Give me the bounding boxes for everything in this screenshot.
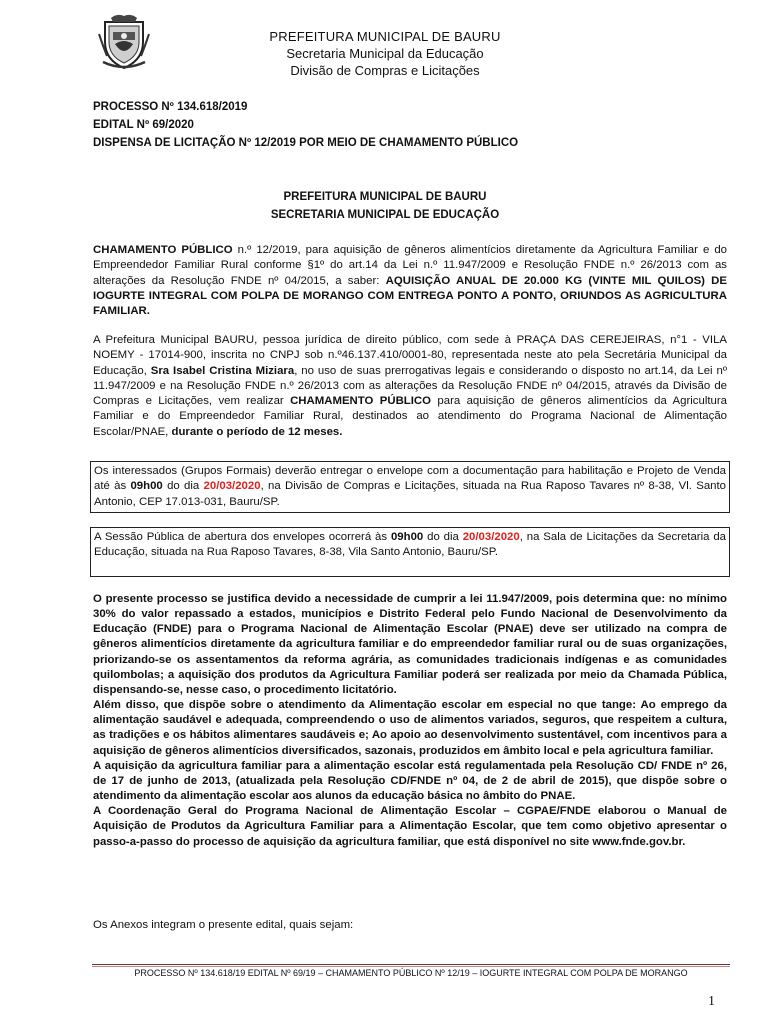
delivery-notice-box	[90, 461, 730, 513]
box2-text-e: , na Sala de Licitações da Secretaria da Educação, situada na Rua Raposo Tavares, 8-38, Vila Santo Antonio, Bauru/SP.	[94, 531, 726, 559]
header-municipality: PREFEITURA MUNICIPAL DE BAURU	[269, 29, 501, 44]
box1-text-c: do dia	[162, 480, 204, 493]
justification-paragraph-3: A aquisição da agricultura familiar para a alimentação escolar está regulamentada pela Resolução CD/ FNDE nº 26, de 17 de junho de 2013, (atualizada pela Resolução CD/FNDE nº 04, de 2 de abril de 2015), que dispõe sobre o atendimento da alimentação escolar aos alunos da educação básica no âmbito do PNAE.	[93, 759, 727, 803]
box1-date: 20/03/2020	[203, 480, 261, 493]
dispensa-number: DISPENSA DE LICITAÇÃO Nº 12/2019 POR MEIO DE CHAMAMENTO PÚBLICO	[93, 137, 519, 149]
p1-bold-object: AQUISIÇÃO ANUAL DE 20.000 KG (VINTE MIL QUILOS) DE IOGURTE INTEGRAL COM POLPA DE MORANGO COM ENTREGA PONTO A PONTO, ORIUNDOS AS AGRICULTURA FAMILIAR.	[93, 274, 728, 318]
box1-text-e: , na Divisão de Compras e Licitações, situada na Rua Raposo Tavares nº 8-38, Vl. Santo Antonio, CEP 17.013-031, Bauru/SP.	[94, 480, 726, 508]
document-header	[0, 28, 770, 79]
box2-time: 09h00	[390, 531, 424, 543]
p2-chamamento: CHAMAMENTO PÚBLICO	[290, 395, 432, 408]
header-division: Divisão de Compras e Licitações	[290, 63, 480, 78]
edital-number: EDITAL Nº 69/2020	[93, 119, 194, 131]
process-identifiers	[93, 98, 518, 152]
p2-text-a: A Prefeitura Municipal BAURU, pessoa jurídica de direito público, com sede à PRAÇA DAS CEREJEIRAS, n°1 - VILA NOEMY - 17014-900, inscrita no CNPJ sob n.º46.137.410/0001-80, representada neste ato pela Secretária Municipal da Educação,	[93, 334, 727, 377]
justification-paragraph-2: Além disso, que dispõe sobre o atendimento da Alimentação escolar em especial no que tange: Ao emprego da alimentação saudável e adequada, compreendendo o uso de alimentos variados, seguros, que respeitem a cultura, as tradições e os hábitos alimentares saudáveis e; Ao apoio ao desenvolvimento sustentável, com incentivos para a aquisição de gêneros alimentícios diversificados, sazonais, produzidos em âmbito local e pela agricultura familiar.	[93, 699, 727, 757]
p1-bold-lead: CHAMAMENTO PÚBLICO	[93, 244, 233, 256]
prefeitura-paragraph	[93, 333, 727, 440]
p2-secretary-name: Sra Isabel Cristina Miziara	[150, 364, 295, 377]
section-heading	[0, 188, 770, 224]
p1-text: n.º 12/2019, para aquisição de gêneros alimentícios diretamente da Agricultura Familiar e do Empreendedor Familiar Rural conforme §1º do art.14 da Lei n.º 11.947/2009 e Resolução FNDE n.º 26/2013 com as alterações da Resolução FNDE nº 04/2015, a saber:	[93, 244, 727, 287]
box2-date: 20/03/2020	[462, 531, 520, 543]
justification-paragraph-4: A Coordenação Geral do Programa Nacional de Alimentação Escolar – CGPAE/FNDE elaborou o Manual de Aquisição de Produtos da Agricultura Familiar para a Alimentação Escolar, que tem como objetivo apresentar o passo-a-passo do processo de aquisição da agricultura familiar, que está disponível no site www.fnde.gov.br.	[93, 805, 727, 848]
header-secretariat: Secretaria Municipal da Educação	[286, 46, 484, 61]
footer-divider	[92, 964, 730, 965]
box1-time: 09h00	[130, 480, 163, 493]
p2-text-c: , no uso de suas prerrogativas legais e considerando o disposto no art.14, da Lei nº 11.947/2009 e na Resolução FNDE n.º 26/2013 com as alterações da Resolução FNDE nº 04/2015, através da Divisão de Compras e Licitações, vem realizar	[93, 364, 727, 408]
box1-text-a: Os interessados (Grupos Formais) deverão entregar o envelope com a documentação para habilitação e Projeto de Venda até às	[94, 465, 726, 493]
p2-text-e: para aquisição de gêneros alimentícios da Agricultura Familiar e do Empreendedor Familiar Rural, destinados ao atendimento do Programa Nacional de Alimentação Escolar/PNAE,	[93, 395, 727, 438]
page-footer: PROCESSO Nº 134.618/19 EDITAL Nº 69/19 – CHAMAMENTO PÚBLICO Nº 12/19 – IOGURTE INTEGRAL COM POLPA DE MORANGO	[134, 968, 688, 978]
session-notice-box	[90, 527, 730, 577]
subhead-municipality: PREFEITURA MUNICIPAL DE BAURU	[283, 191, 487, 203]
justification-section	[93, 592, 727, 850]
p2-period: durante o período de 12 meses.	[171, 425, 343, 438]
box2-text-c: do dia	[423, 531, 463, 543]
process-number: PROCESSO Nº 134.618/2019	[93, 101, 248, 113]
annexes-intro: Os Anexos integram o presente edital, quais sejam:	[93, 919, 354, 931]
page-number: 1	[708, 994, 715, 1009]
box2-text-a: A Sessão Pública de abertura dos envelopes ocorrerá às	[94, 531, 391, 543]
footer-divider-secondary	[92, 966, 730, 967]
chamamento-paragraph	[93, 243, 727, 319]
subhead-secretariat: SECRETARIA MUNICIPAL DE EDUCAÇÃO	[270, 209, 500, 221]
justification-paragraph-1: O presente processo se justifica devido a necessidade de cumprir a lei 11.947/2009, pois determina que: no mínimo 30% do valor repassado a estados, municípios e Distrito Federal pelo Fundo Nacional de Desenvolvimento da Educação (FNDE) para o Programa Nacional de Alimentação Escolar (PNAE) deve ser utilizado na compra de gêneros alimentícios diretamente da agricultura familiar e do empreendedor familiar rural ou de suas organizações, priorizando-se os assentamentos da reforma agrária, as comunidades tradicionais indígenas e as comunidades quilombolas; a aquisição dos produtos da Agricultura Familiar poderá ser realizada por meio da Chamada Pública, dispensando-se, nesse caso, o procedimento licitatório.	[93, 593, 727, 696]
